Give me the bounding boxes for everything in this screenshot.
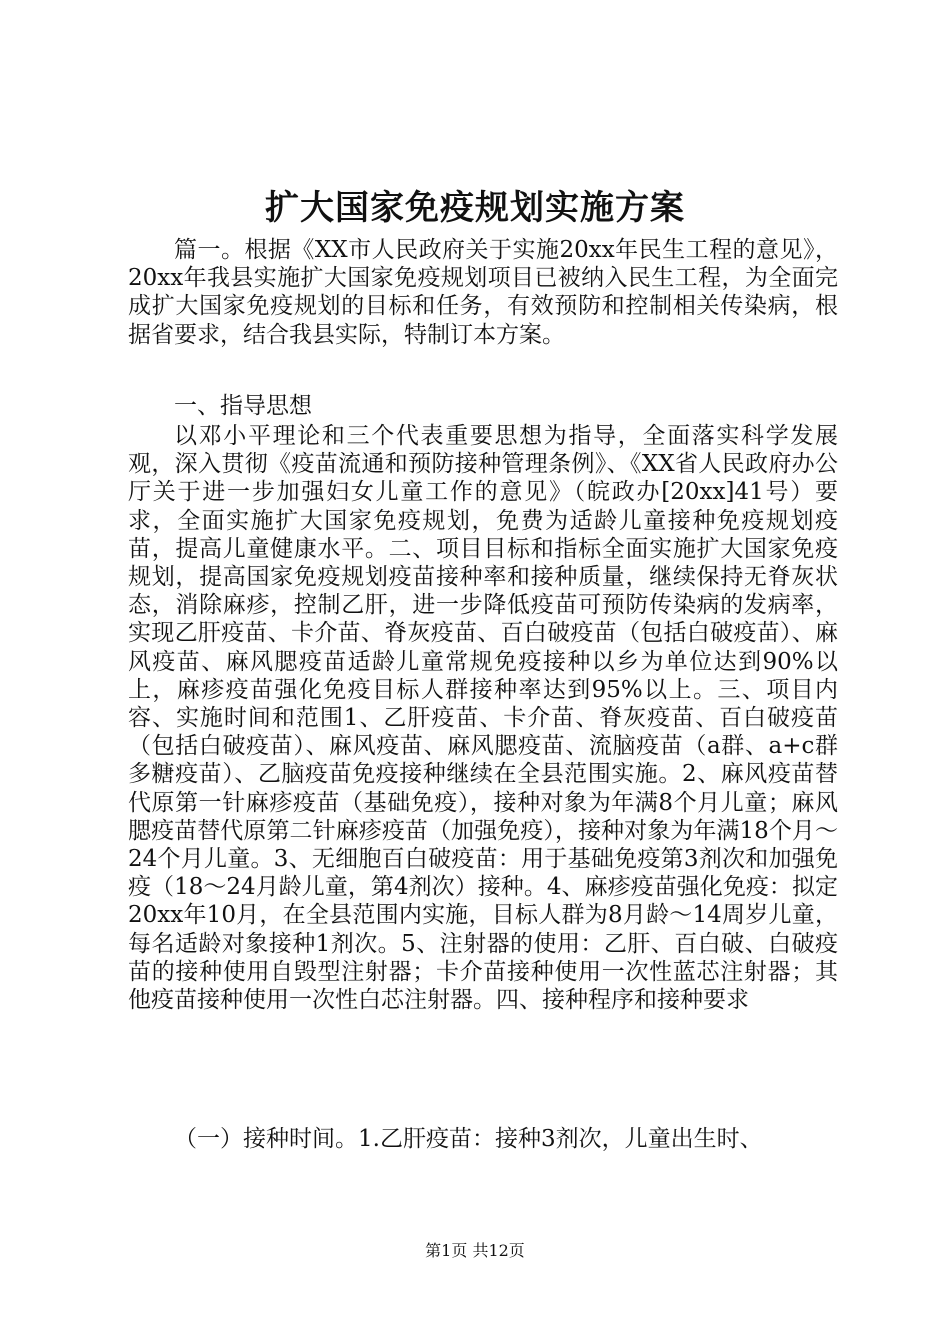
paragraph-main-content: 以邓小平理论和三个代表重要思想为指导，全面落实科学发展观，深入贯彻《疫苗流通和预防接种管理条例》、《XX省人民政府办公厅关于进一步加强妇女儿童工作的意见》（皖政办[20xx]41号）要求，全面实施扩大国家免疫规划，免费为适龄儿童接种免疫规划疫苗，提高儿童健康水平。二、项目目标和指标全面实施扩大国家免疫规划，提高国家免疫规划疫苗接种率和接种质量，继续保持无脊灰状态，消除麻疹，控制乙肝，进一步降低疫苗可预防传染病的发病率，实现乙肝疫苗、卡介苗、脊灰疫苗、百白破疫苗（包括白破疫苗）、麻风疫苗、麻风腮疫苗适龄儿童常规免疫接种以乡为单位达到90%以上，麻疹疫苗强化免疫目标人群接种率达到95%以上。三、项目内容、实施时间和范围1、乙肝疫苗、卡介苗、脊灰疫苗、百白破疫苗（包括白破疫苗）、麻风疫苗、麻风腮疫苗、流脑疫苗（a群、a+c群多糖疫苗）、乙脑疫苗免疫接种继续在全县范围实施。2、麻风疫苗替代原第一针麻疹疫苗（基础免疫），接种对象为年满8个月儿童；麻风腮疫苗替代原第二针麻疹疫苗（加强免疫），接种对象为年满18个月～24个月儿童。3、无细胞百白破疫苗：用于基础免疫第3剂次和加强免疫（18～24月龄儿童，第4剂次）接种。4、麻疹疫苗强化免疫：拟定20xx年10月，在全县范围内实施，目标人群为8月龄～14周岁儿童，每名适龄对象接种1剂次。5、注射器的使用：乙肝、百白破、白破疫苗的接种使用自毁型注射器；卡介苗接种使用一次性蓝芯注射器；其他疫苗接种使用一次性白芯注射器。四、接种程序和接种要求 [128,423,838,1014]
document-title: 扩大国家免疫规划实施方案 [265,188,685,228]
section-heading-guiding-thought: 一、指导思想 [174,393,312,419]
paragraph-intro: 篇一。根据《XX市人民政府关于实施20xx年民生工程的意见》，20xx年我县实施扩大国家免疫规划项目已被纳入民生工程，为全面完成扩大国家免疫规划的目标和任务，有效预防和控制相关传染病，根据省要求，结合我县实际，特制订本方案。 [128,237,838,348]
paragraph-vaccination-time: （一）接种时间。1.乙肝疫苗：接种3剂次，儿童出生时、 [174,1126,763,1152]
page-number-footer: 第1页 共12页 [425,1241,525,1260]
